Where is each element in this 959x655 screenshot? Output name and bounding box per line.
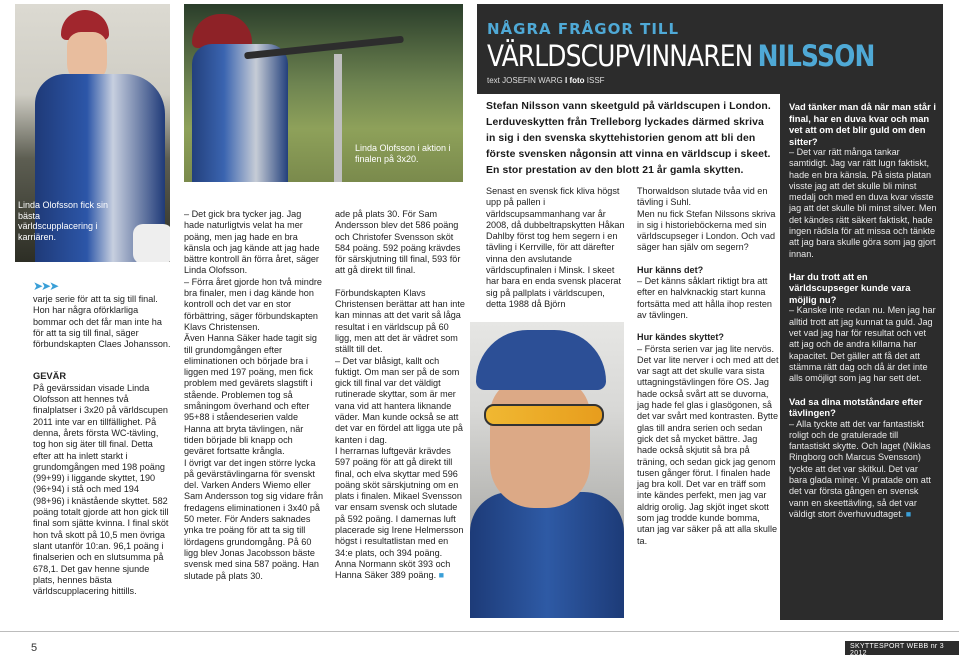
footer-divider	[0, 631, 959, 632]
paragraph: ade på plats 30. För Sam Andersson blev det 586 poäng och Christofer Svensson sköt 584 poäng. 592 poäng krävdes för särskjutning till final, 593 för att gå direkt till final.	[335, 209, 461, 276]
article-column-5	[637, 186, 779, 547]
photo-caption-2: Linda Olofsson i aktion i finalen på 3x20.	[355, 143, 451, 164]
article-lead: Stefan Nilsson vann skeetguld på världscupen i London. Lerduveskytten från Trelleborg lyckades därmed skriva in sig i den svenska skyttehistorien genom att bli den förste svensken någonsin att vinna en världscup i skeet. En stor prestation av den blott 21 år gamla skytten.	[486, 101, 771, 176]
answer: – Kanske inte redan nu. Men jag har alltid trott att jag kunnat ta guld. Jag vet vad jag har för resultat och vet att jag och de andra killarna har kapacitet. Det gäller att få det att stämma rätt dag och då är det inte alls omöjligt som jag har sett det.	[789, 305, 936, 384]
article-column-1	[33, 281, 173, 597]
photo-caption-1: Linda Olofsson fick sin bästa världscupplacering i karriären.	[18, 200, 109, 242]
paragraph: Men nu fick Stefan Nilssons skriva in sig i historieböckerna med sin världscupseger i London. Och vad säger han själv om segern?	[637, 208, 776, 253]
header-title	[487, 40, 874, 72]
section-heading-gevar: GEVÄR	[33, 371, 67, 382]
article-column-6	[789, 101, 937, 520]
question-heading: Hur känns det?	[637, 264, 704, 275]
magazine-tag: SKYTTESPORT WEBB nr 3 2012	[845, 641, 959, 655]
answer: – Det var rätt många tankar samtidigt. Jag var rätt lugn faktiskt, hade en bra känsla. På sista platan visste jag att det skulle bli minst medalj och med en duva kvar visste jag att det skulle bli minst silver. Men det kändes rätt säkert faktiskt, hade ingen rädsla för att missa och tänkte att jag bara skulle göra som jag gjort innan.	[789, 147, 937, 259]
photo-linda-olofsson-action	[184, 4, 463, 182]
header-title-name: NILSSON	[757, 39, 875, 73]
header-kicker: NÅGRA FRÅGOR TILL	[487, 20, 680, 38]
article-header	[477, 4, 943, 94]
paragraph: Även Hanna Säker hade tagit sig till grundomgången efter eliminationen och började bra i liggen med 197 poäng, men fick problem med gevärets slagstift i stående. Problemen tog så småningom överhand och efter 95+88 i ståendeserien valde Hanna att bryta tävlingen, när tiden började bli knapp och geväret fortsatte krångla.	[184, 333, 317, 457]
answer: – Det känns såklart riktigt bra att efter en halvknackig start kunna fortsätta med att hålla ihop resten av tävlingen.	[637, 276, 772, 320]
paragraph: I herrarnas luftgevär krävdes 597 poäng för att gå direkt till final, och elva skyttar med 596 poäng sköt särskjutning om en plats i finalen. Mikael Svensson var ensam svensk och slutade på 592 poäng. I damernas luft placerade sig Irene Helmersson högst i resultatlistan med en 34:e plats, och 394 poäng. Anna Normann sköt 393 och Hanna Säker 389 poäng. ■	[335, 445, 464, 581]
photo-stefan-nilsson	[470, 322, 624, 618]
paragraph: I övrigt var det ingen större lycka på gevärstävlingarna för svenskt del. Varken Anders Wiemo eller Sam Andersson tog sig vidare från fredagens eliminationen i 3x40 på 50 meter. För Anders saknades ynka tre poäng för att ta sig till lördagens grundomgång. På 60 ligg blev Jonas Jacobsson bäste svensk med sina 587 poäng. Han slutade på plats 30.	[184, 457, 324, 581]
paragraph: På gevärssidan visade Linda Olofsson att hennes två finalplatser i 3x20 på världscupen 2011 inte var en tillfällighet. På denna, årets första WC-tävling, tog hon sig äter till final. Detta efter att ha inlett starkt i grundomgången med 198 poäng (99+99) i liggande skyttet, 190 (96+94) i stå och med 194 (98+96) i knästående skyttet. 582 poäng totalt gjorde att hon gick till final som sjätte kvinna. I final sköt hon två skott på 10,5 men övriga slant utanför 10:an. 96,1 poäng i finalserien och en slutsumma på 678,1. Det gav henne sjunde plats, hennes bästa världscupplacering hittills.	[33, 382, 169, 597]
continuation-arrows: ➤➤➤	[33, 279, 58, 293]
article-column-4	[486, 186, 626, 310]
photo-linda-olofsson-portrait	[15, 4, 170, 262]
header-title-main: VÄRLDSCUPVINNAREN	[487, 39, 753, 73]
answer: – Alla tyckte att det var fantastiskt roligt och de gratulerade till fantastiskt skytte. Och laget (Niklas Ringborg och Marcus Svensson) tyckte att det var skitkul. Det var bara glada miner. Vi pratade om att det var första gången en svensk vann en skeettävling, så det var väldigt stort överhuvudtaget. ■	[789, 418, 931, 519]
question-heading: Hur kändes skyttet?	[637, 332, 724, 343]
paragraph: – Det var blåsigt, kallt och fuktigt. Om man ser på de som gick till final var det väldigt rutinerade skyttar, som är mer vana vid att hantera liknande väder. Man kunde också se att det var en fördel att ligga ute på kanten i dag.	[335, 355, 463, 445]
question-heading: Har du trott att en världscupseger kunde vara möjlig nu?	[789, 270, 911, 305]
article-column-2	[184, 209, 324, 582]
question-heading: Vad tänker man då när man står i final, har en duva kvar och man vet att om det blir guld om den sitter?	[789, 101, 936, 147]
page-number: 5	[31, 642, 38, 654]
byline: text JOSEFIN WARG I foto ISSF	[487, 76, 605, 85]
paragraph: – Det gick bra tycker jag. Jag hade naturligtvis velat ha mer poäng, men jag hade en bra känsla och jag kände att jag hade bättre kontroll än förra året, säger Linda Olofsson.	[184, 209, 320, 276]
paragraph: Förbundskapten Klavs Christensen berättar att han inte kan minnas att det varit så låga resultat i en världscup på 60 ligg, men att det är vädret som ställt till det.	[335, 287, 465, 355]
answer: – Första serien var jag lite nervös. Det var lite nerver i och med att det var sagt att det skulle vara sista uttagningstävlingen före OS. Jag hade också svårt att se duvorna, jag hade fel glas i glasögonen, så det var svårt med kontrasten. Bytte glas till andra serien och sedan gick det så mycket bättre. Jag hade också skjutit så bra på träning, och sedan gick jag genom tusen gånger förut. I finalen hade jag bra koll. Det var en träff som inte kändes perfekt, men jag var aldrig orolig. Jag skjöt inget skott som jag trodde kunde bomma, utan jag var säker på att alla skulle ta.	[637, 343, 779, 546]
paragraph: varje serie för att ta sig till final. Hon har några oförklarliga bommar och det får man inte ha för att ta sig till final, säger förbundskapten Claes Johansson.	[33, 294, 171, 350]
article-column-3	[335, 209, 465, 582]
end-mark: ■	[438, 570, 445, 581]
paragraph: Senast en svensk fick kliva högst upp på pallen i världscupsammanhang var år 2008, då dubbeltrapskytten Håkan Dahlby först tog hem segern i en tävling i Kerrville, för att därefter vinna den avslutande världscupfinalen i Minsk. I skeet har bara en enda svensk placerat sig på pallplats i världscupen, detta 1988 då Björn	[486, 186, 625, 309]
paragraph: Thorwaldson slutade tvåa vid en tävling i Suhl.	[637, 186, 768, 208]
question-heading: Vad sa dina motståndare efter tävlingen?	[789, 395, 923, 419]
paragraph: – Förra året gjorde hon två mindre bra finaler, men i dag kände hon kontroll och det var en stor förbättring, säger förbundskapten Klavs Christensen.	[184, 276, 322, 332]
end-mark: ■	[905, 508, 912, 519]
